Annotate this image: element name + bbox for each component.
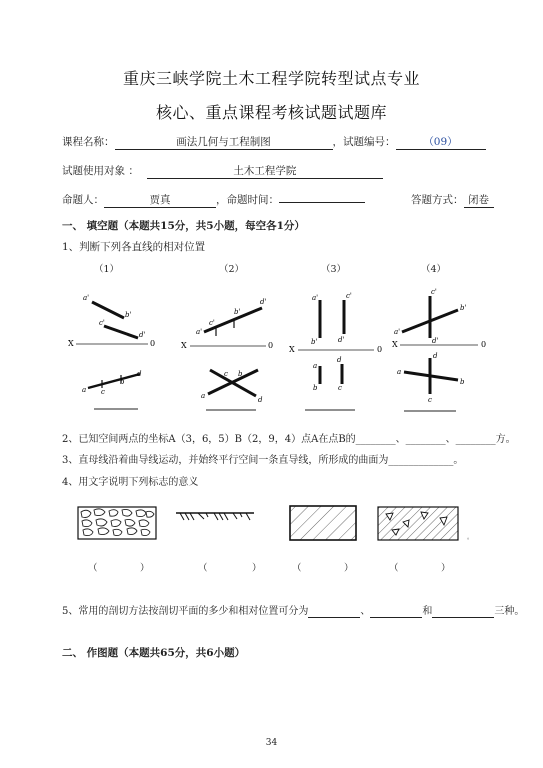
fig3-b: b [313, 384, 318, 392]
audience-label: 试题使用对象 ： [62, 165, 139, 177]
fig1-a: a [82, 386, 87, 394]
code-label: ，试题编号： [332, 136, 396, 148]
fig3-c: c [338, 384, 342, 392]
fig1-b: b [120, 378, 125, 386]
fig-label-3: （3） [321, 264, 347, 275]
course-label: 课程名称： [62, 136, 115, 148]
q3-text: 3、直母线沿着曲导线运动，并始终平行空间一条直导线，所形成的曲面为_____________。 [62, 455, 464, 466]
symbol4-paren-open: （ [389, 563, 399, 574]
symbol-natural-ground [176, 513, 254, 520]
fig3-x-label: X [289, 345, 295, 354]
fig4-c: c [428, 396, 432, 404]
fig3-o-label: 0 [377, 345, 383, 354]
figure-1 [68, 294, 155, 409]
fig4-a-prime: a' [394, 328, 401, 336]
symbol2-paren-open: （ [198, 563, 208, 574]
fig1-o-label: 0 [150, 339, 156, 348]
audience-row [62, 163, 383, 179]
author-value: 贾真 [104, 194, 216, 208]
mode-value: 闭卷 [464, 194, 494, 208]
q5-blank-1 [308, 606, 360, 618]
fig2-b: b [238, 370, 243, 378]
projection-figures [0, 280, 543, 420]
fig4-a: a [397, 368, 402, 376]
q5-blank-2 [370, 606, 422, 618]
material-symbols [0, 496, 543, 548]
section2-heading: 二、 作图题（本题共65分，共6小题） [62, 647, 246, 659]
figure-4 [392, 288, 486, 411]
time-label: ，命题时间： [216, 194, 279, 206]
symbol-stone-masonry [78, 507, 156, 539]
q5-suffix: 三种。 [494, 606, 525, 617]
fig4-b-prime: b' [460, 304, 467, 312]
q5-sep1: 、 [360, 606, 371, 617]
fig2-b-prime: b' [234, 308, 241, 316]
fig2-a-prime: a' [196, 328, 203, 336]
header-title-line1: 重庆三峡学院土木工程学院转型试点专业 [122, 69, 420, 88]
q5-prefix: 5、常用的剖切方法按剖切平面的多少和相对位置可分为 [62, 606, 309, 617]
symbol2-paren-close: ） [252, 563, 262, 574]
fig3-a-prime: a' [312, 294, 319, 302]
author-row [62, 192, 365, 208]
fig4-b: b [460, 378, 465, 386]
fig3-c-prime: c' [346, 292, 352, 300]
svg-text:。: 。 [467, 534, 474, 541]
fig2-d: d [258, 396, 263, 404]
symbol-concrete [378, 507, 473, 541]
q2-text: 2、已知空间两点的坐标A（3，6，5）B（2，9，4）点A在点B的________、________、________方。 [62, 434, 516, 445]
fig3-b-prime: b' [311, 338, 318, 346]
fig3-a: a [313, 362, 318, 370]
symbol-metal [290, 506, 356, 540]
time-value [279, 202, 365, 203]
fig4-x-label: X [392, 340, 398, 349]
q5-sep2: 和 [422, 606, 433, 617]
header-title-line2: 核心、重点课程考核试题试题库 [155, 103, 387, 122]
q4-text: 4、用文字说明下列标志的意义 [62, 477, 199, 488]
symbol1-paren-close: ） [140, 563, 150, 574]
fig1-ab-plan [88, 374, 140, 388]
q5-text [62, 602, 524, 618]
fig4-d-prime: d' [432, 337, 439, 345]
author-label: 命题人： [62, 194, 104, 206]
section1-heading: 一、 填空题（本题共15分，共5小题，每空各1分） [62, 220, 305, 232]
fig1-x-label: X [68, 339, 74, 348]
fig3-d: d [337, 356, 342, 364]
q1-text: 1、判断下列各直线的相对位置 [62, 241, 206, 253]
fig4-d: d [433, 352, 438, 360]
fig3-d-prime: d' [338, 336, 345, 344]
audience-value: 土木工程学院 [147, 165, 383, 179]
course-value: 画法几何与工程制图 [115, 136, 333, 150]
fig1-a-prime: a' [83, 294, 90, 302]
fig1-d-prime: d' [139, 331, 146, 339]
mode-row [411, 192, 494, 208]
q5-blank-3 [432, 606, 494, 618]
fig4-c-prime: c' [431, 288, 437, 296]
fig1-c: c [101, 388, 105, 396]
code-value: （09） [396, 136, 486, 150]
figure-2 [181, 298, 273, 410]
fig2-o-label: 0 [268, 341, 274, 350]
symbol3-paren-open: （ [292, 563, 302, 574]
fig2-x-label: X [181, 341, 187, 350]
symbol3-paren-close: ） [344, 563, 354, 574]
fig-label-4: （4） [421, 264, 447, 275]
fig4-o-label: 0 [481, 340, 487, 349]
fig2-a: a [201, 392, 206, 400]
course-row [62, 134, 486, 150]
fig1-b-prime: b' [125, 311, 132, 319]
fig1-c-prime: c' [99, 319, 105, 327]
fig2-c: c [224, 370, 228, 378]
fig2-c-prime: c' [209, 319, 215, 327]
symbol4-paren-close: ） [441, 563, 451, 574]
figure-3 [289, 292, 382, 410]
fig1-ab-elevation [92, 302, 124, 318]
fig-label-2: （2） [219, 264, 245, 275]
fig2-d-prime: d' [260, 298, 267, 306]
fig-label-1: （1） [94, 264, 120, 275]
symbol1-paren-open: （ [88, 563, 98, 574]
mode-label: 答题方式： [411, 194, 464, 206]
fig1-cd-elevation [104, 326, 138, 338]
fig1-d: d [137, 370, 142, 378]
page-number: 34 [265, 738, 278, 748]
